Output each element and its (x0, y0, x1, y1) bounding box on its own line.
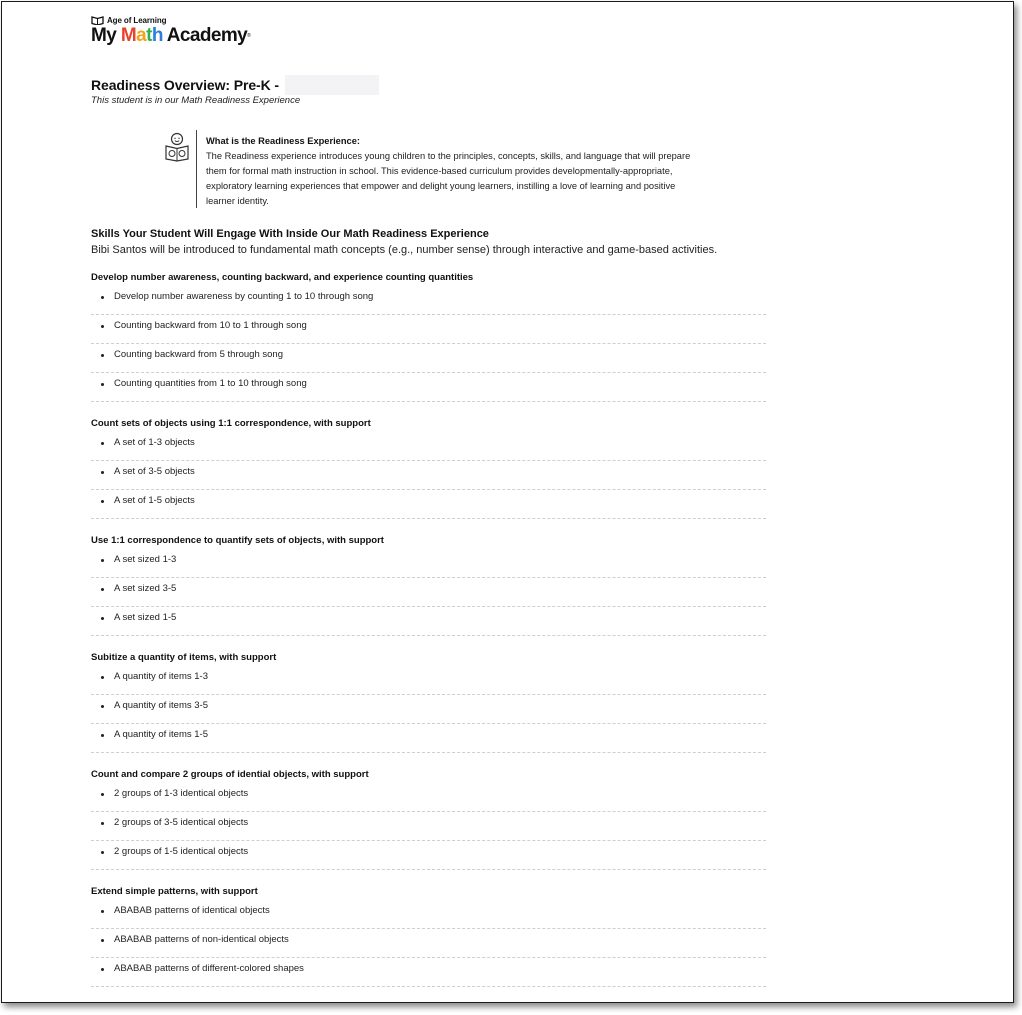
skill-list (91, 287, 766, 402)
registered-mark: ® (247, 33, 251, 39)
skill-list (91, 667, 766, 753)
skill-list-item: ABABAB patterns of non-identical objects (91, 930, 766, 958)
skill-list-item: A set of 3-5 objects (91, 462, 766, 490)
skill-list-item: A set sized 1-5 (91, 608, 766, 636)
skill-list-item: A set of 1-5 objects (91, 491, 766, 519)
page-title (91, 75, 379, 95)
skill-list (91, 784, 766, 870)
skill-list-item: 2 groups of 1-3 identical objects (91, 784, 766, 812)
age-of-learning-text: Age of Learning (107, 16, 167, 25)
skill-list-item: Counting quantities from 1 to 10 through song (91, 374, 766, 402)
skills-section (91, 228, 766, 987)
callout-divider (196, 130, 197, 208)
skill-list-item: Develop number awareness by counting 1 to 10 through song (91, 287, 766, 315)
skill-group (91, 886, 766, 987)
skill-group (91, 418, 766, 519)
skill-group (91, 272, 766, 402)
callout-heading: What is the Readiness Experience: (206, 136, 360, 146)
skill-group-title: Develop number awareness, counting backward, and experience counting quantities (91, 272, 474, 283)
skill-list-item: ABABAB patterns of different-colored shapes (91, 959, 766, 987)
skill-group-title: Extend simple patterns, with support (91, 886, 258, 897)
skill-group-title: Count and compare 2 groups of idential objects, with support (91, 769, 369, 780)
report-page (1, 1, 1014, 1003)
skill-group (91, 535, 766, 636)
skills-section-description: Bibi Santos will be introduced to fundamental math concepts (e.g., number sense) through interactive and game-based activities. (91, 244, 718, 256)
skill-list-item: 2 groups of 3-5 identical objects (91, 813, 766, 841)
skill-group (91, 769, 766, 870)
skill-list-item: Counting backward from 10 to 1 through song (91, 316, 766, 344)
my-math-academy-logo (91, 16, 250, 46)
logo-letters: My (91, 25, 121, 46)
skill-group-title: Count sets of objects using 1:1 correspondence, with support (91, 418, 371, 429)
page-subtitle: This student is in our Math Readiness Experience (91, 95, 301, 106)
redacted-student-name (285, 75, 379, 95)
product-name (91, 26, 250, 46)
age-of-learning-book-icon (91, 16, 104, 25)
logo-letters: M (120, 25, 137, 46)
skill-group (91, 652, 766, 753)
logo-letters: a (136, 25, 147, 46)
skill-list-item: A set of 1-3 objects (91, 433, 766, 461)
child-reading-book-icon (162, 132, 192, 162)
skill-list-item: Counting backward from 5 through song (91, 345, 766, 373)
skill-groups (91, 272, 766, 987)
skill-group-title: Subitize a quantity of items, with support (91, 652, 277, 663)
skill-group-title: Use 1:1 correspondence to quantify sets of objects, with support (91, 535, 384, 546)
skill-list-item: ABABAB patterns of identical objects (91, 901, 766, 929)
skill-list-item: A quantity of items 3-5 (91, 696, 766, 724)
skill-list (91, 550, 766, 636)
skill-list (91, 433, 766, 519)
skill-list (91, 901, 766, 987)
age-of-learning-brand (91, 16, 250, 25)
skill-list-item: A quantity of items 1-3 (91, 667, 766, 695)
logo-letters: Academy (162, 25, 248, 46)
page-title-text: Readiness Overview: Pre-K - (91, 77, 279, 93)
skills-section-title: Skills Your Student Will Engage With Inside Our Math Readiness Experience (91, 228, 489, 240)
skill-list-item: A set sized 1-3 (91, 550, 766, 578)
callout-text (206, 134, 696, 209)
logo-letters: h (151, 25, 163, 46)
skill-list-item: A set sized 3-5 (91, 579, 766, 607)
skill-list-item: A quantity of items 1-5 (91, 725, 766, 753)
skill-list-item: 2 groups of 1-5 identical objects (91, 842, 766, 870)
callout-body: The Readiness experience introduces young children to the principles, concepts, skills, and language that will prepare them for formal math instruction in school. This evidence-based curriculum provides developmentally-appropriate, exploratory learning experiences that empower and delight young learners, instilling a love of learning and positive learner identity. (206, 151, 691, 206)
logo-letters: t (146, 25, 152, 46)
